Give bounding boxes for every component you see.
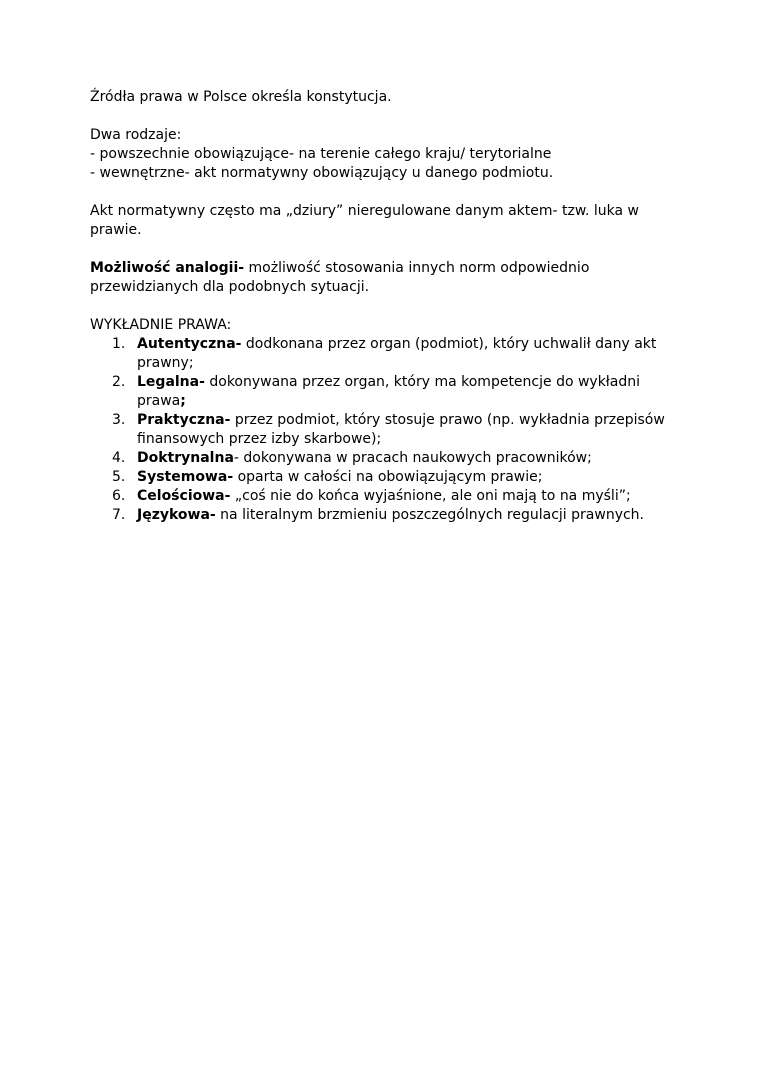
list-item <box>90 335 680 373</box>
legal-gap-paragraph: Akt normatywny często ma „dziury” nieregulowane danym aktem- tzw. luka w prawie. <box>90 203 640 238</box>
list-item-number: 1. <box>112 336 126 352</box>
interpretations-title: WYKŁADNIE PRAWA: <box>90 317 232 333</box>
list-item-term: Legalna- <box>137 374 205 390</box>
list-item <box>90 411 680 449</box>
list-item-term: Doktrynalna <box>137 450 234 466</box>
analogy-text: możliwość stosowania innych norm odpowiednio przewidzianych dla podobnych sytuacji. <box>90 260 590 295</box>
list-item-number: 6. <box>112 488 126 504</box>
analogy-term: Możliwość analogii- <box>90 260 245 276</box>
list-item <box>90 449 680 468</box>
list-item-text: - dokonywana w pracach naukowych pracowników; <box>233 450 592 466</box>
list-item-number: 7. <box>112 507 126 523</box>
list-item-term: Autentyczna- <box>137 336 242 352</box>
list-item-term: Celościowa- <box>137 488 231 504</box>
list-item-number: 4. <box>112 450 126 466</box>
law-type-item: - powszechnie obowiązujące- na terenie całego kraju/ terytorialne <box>90 146 552 162</box>
list-item-number: 3. <box>112 412 126 428</box>
interpretations-section <box>90 316 680 525</box>
list-item <box>90 373 680 411</box>
list-item-number: 2. <box>112 374 126 390</box>
list-item-term: Praktyczna- <box>137 412 231 428</box>
interpretations-list <box>90 335 680 525</box>
analogy-paragraph <box>90 259 680 297</box>
list-item-text: dokonywana przez organ, który ma kompetencje do wykładni prawa <box>137 374 641 409</box>
list-item-text: przez podmiot, który stosuje prawo (np. wykładnia przepisów finansowych przez izby skarbowe); <box>137 412 665 447</box>
list-item-text: na literalnym brzmieniu poszczególnych regulacji prawnych. <box>215 507 644 523</box>
law-type-item: - wewnętrzne- akt normatywny obowiązujący u danego podmiotu. <box>90 165 554 181</box>
list-item-term: Systemowa- <box>137 469 234 485</box>
list-item-term: Językowa- <box>137 507 216 523</box>
list-item <box>90 487 680 506</box>
list-item-text: oparta w całości na obowiązującym prawie; <box>233 469 543 485</box>
list-item-text: „coś nie do końca wyjaśnione, ale oni mają to na myśli”; <box>230 488 631 504</box>
document-page <box>90 88 680 525</box>
list-item-suffix: ; <box>180 393 186 409</box>
law-types-section <box>90 126 680 183</box>
list-item <box>90 506 680 525</box>
intro-paragraph: Źródła prawa w Polsce określa konstytucja. <box>90 89 392 105</box>
list-item-text: dodkonana przez organ (podmiot), który uchwalił dany akt prawny; <box>137 336 657 371</box>
list-item <box>90 468 680 487</box>
list-item-number: 5. <box>112 469 126 485</box>
law-types-heading: Dwa rodzaje: <box>90 127 182 143</box>
